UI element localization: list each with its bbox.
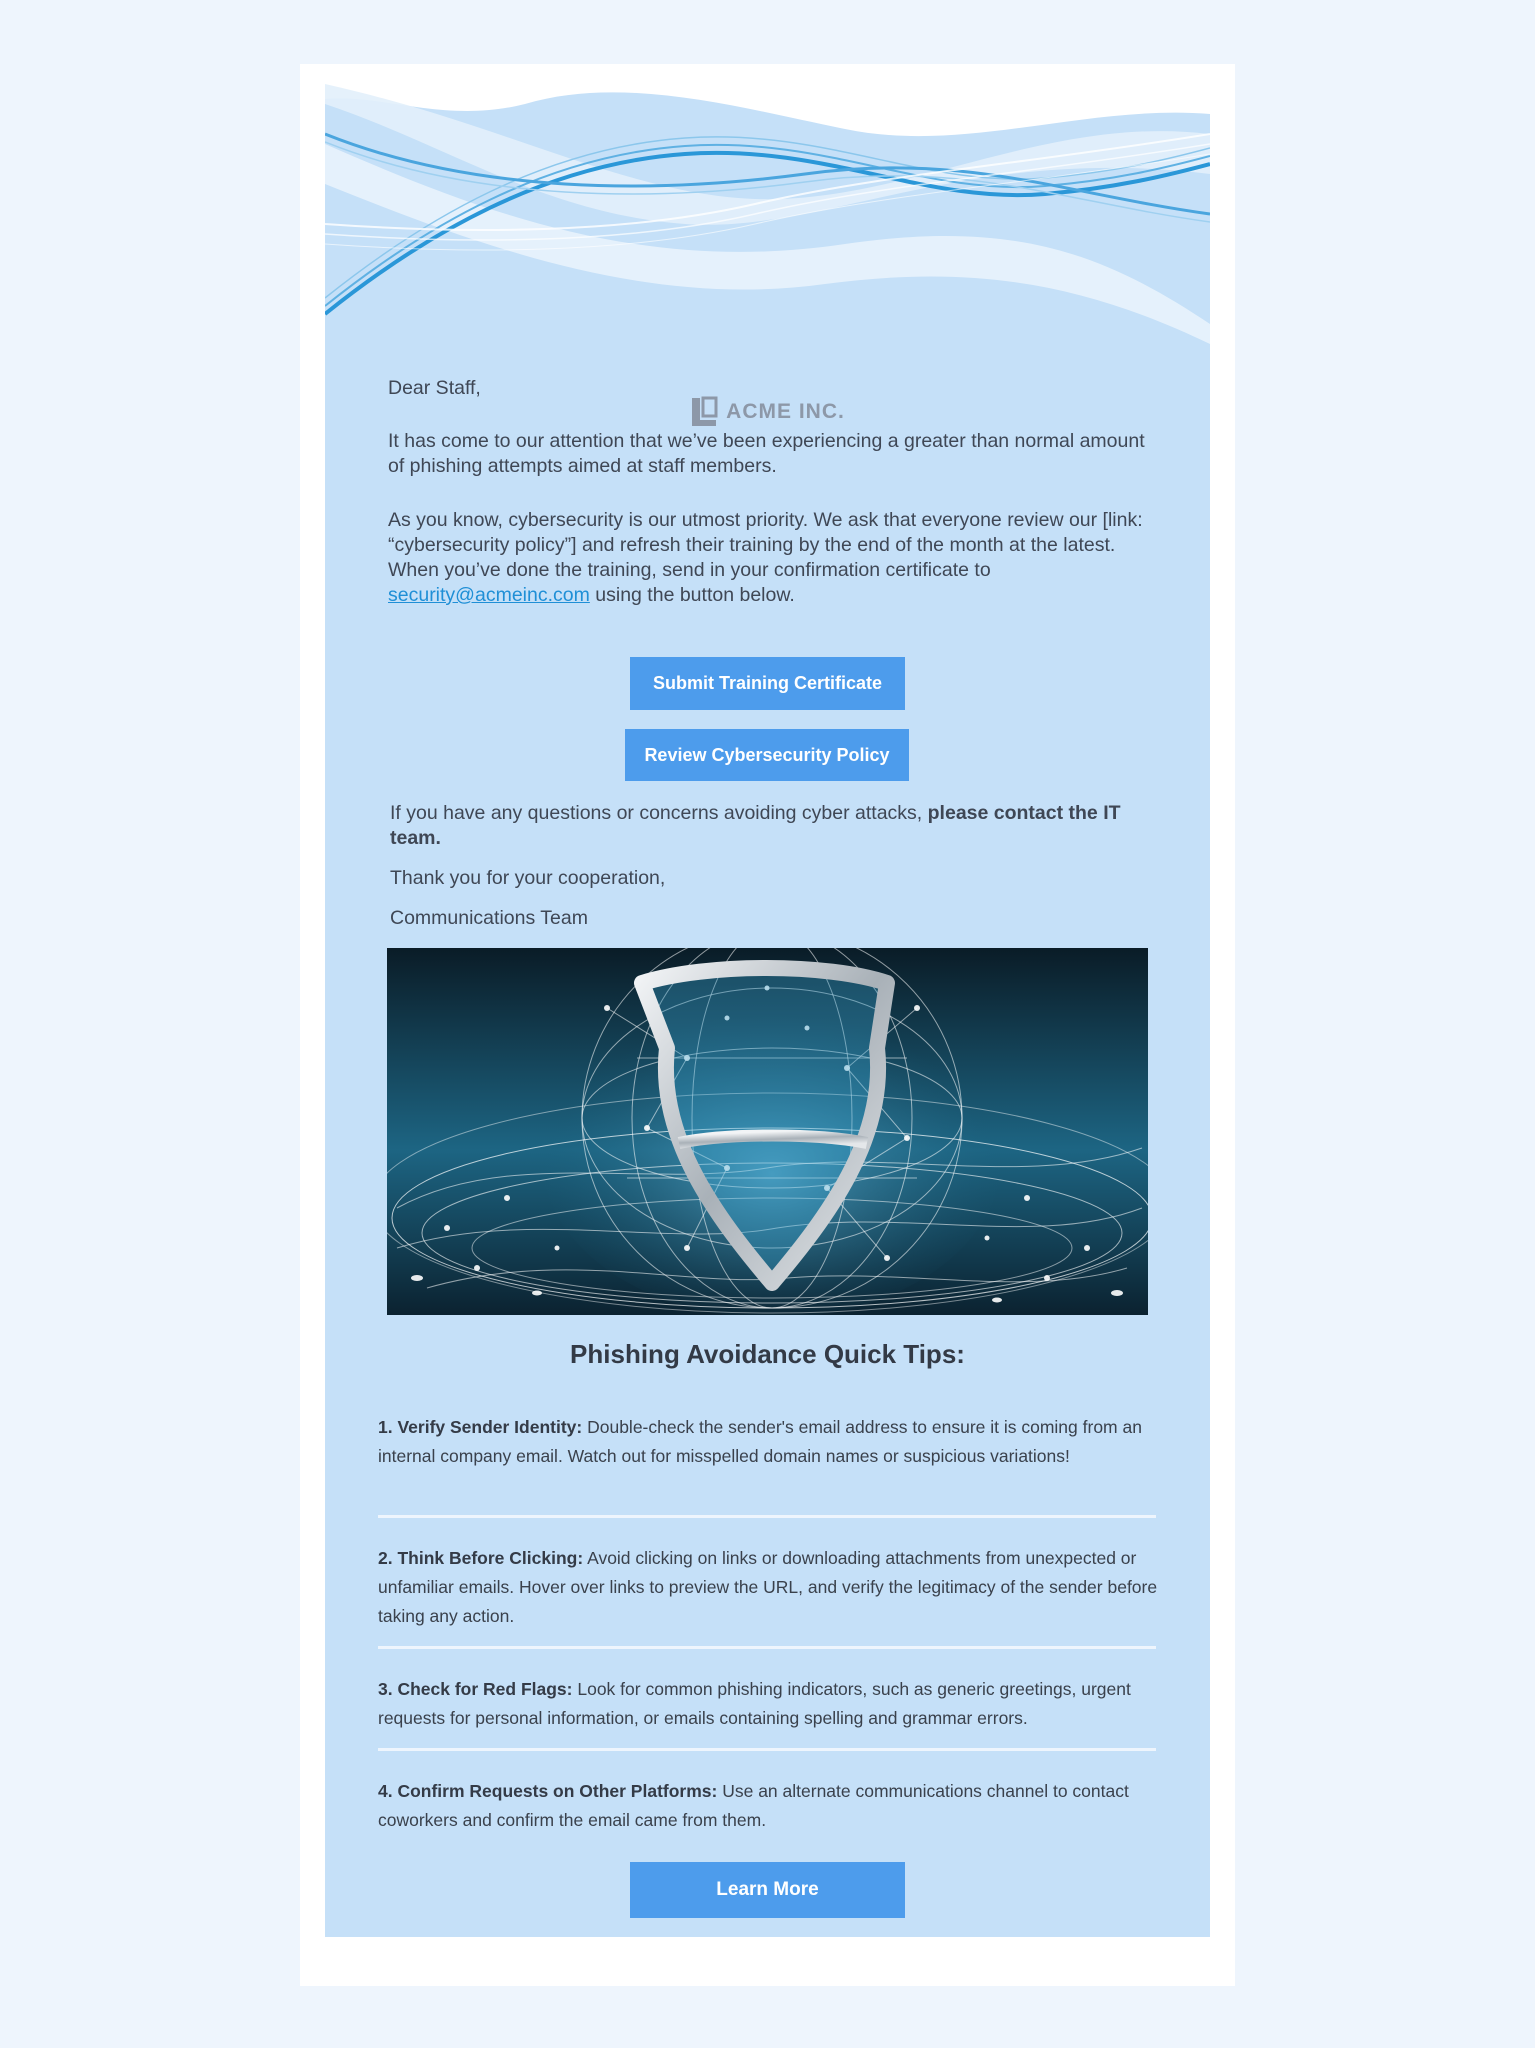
- tip-divider: [378, 1646, 1156, 1649]
- tip-item: 2. Think Before Clicking: Avoid clicking on links or downloading attachments from unexpected or unfamiliar emails. Hover over links to preview the URL, and verify the legitimacy of the sender before taking any action.: [378, 1548, 1158, 1626]
- tip-item: 4. Confirm Requests on Other Platforms: Use an alternate communications channel to contact coworkers and confirm the email came from them.: [378, 1781, 1129, 1830]
- tip-divider: [378, 1748, 1156, 1751]
- tip-divider: [378, 1515, 1156, 1518]
- tip-item: 1. Verify Sender Identity: Double-check the sender's email address to ensure it is coming from an internal company email. Watch out for misspelled domain names or suspicious variations!: [378, 1417, 1142, 1466]
- email-body: [325, 84, 1210, 1937]
- review-cybersecurity-policy-button[interactable]: Review Cybersecurity Policy: [625, 729, 909, 781]
- hero-image: [387, 948, 1148, 1315]
- thank-you-line: Thank you for your cooperation,: [390, 867, 666, 889]
- paragraph-attention: It has come to our attention that we’ve been experiencing a greater than normal amount of phishing attempts aimed at staff members.: [388, 430, 1145, 477]
- contact-it-team-text: please contact the IT team.: [390, 802, 1121, 849]
- tip-item: 3. Check for Red Flags: Look for common phishing indicators, such as generic greetings, urgent requests for personal information, or emails containing spelling and grammar errors.: [378, 1679, 1131, 1728]
- paragraph-policy: As you know, cybersecurity is our utmost priority. We ask that everyone review our [link: “cybersecurity policy”] and refresh their training by the end of the month at the latest. When you’ve done the training, send in your confirmation certificate to security@acmeinc.com using the button below.: [388, 509, 1143, 606]
- learn-more-button[interactable]: Learn More: [630, 1862, 905, 1918]
- signature: Communications Team: [390, 907, 588, 929]
- paragraph-contact: If you have any questions or concerns avoiding cyber attacks, please contact the IT team.: [390, 802, 1121, 849]
- submit-training-certificate-button[interactable]: Submit Training Certificate: [630, 657, 905, 710]
- greeting: Dear Staff,: [388, 377, 481, 399]
- wave-header-graphic: [325, 84, 1210, 344]
- security-email-link[interactable]: security@acmeinc.com: [388, 584, 590, 606]
- tips-title: Phishing Avoidance Quick Tips:: [570, 1339, 965, 1369]
- shield-network-globe-icon: [387, 948, 1148, 1315]
- email-card: [300, 64, 1235, 1986]
- brand-name: ACME INC.: [726, 400, 845, 423]
